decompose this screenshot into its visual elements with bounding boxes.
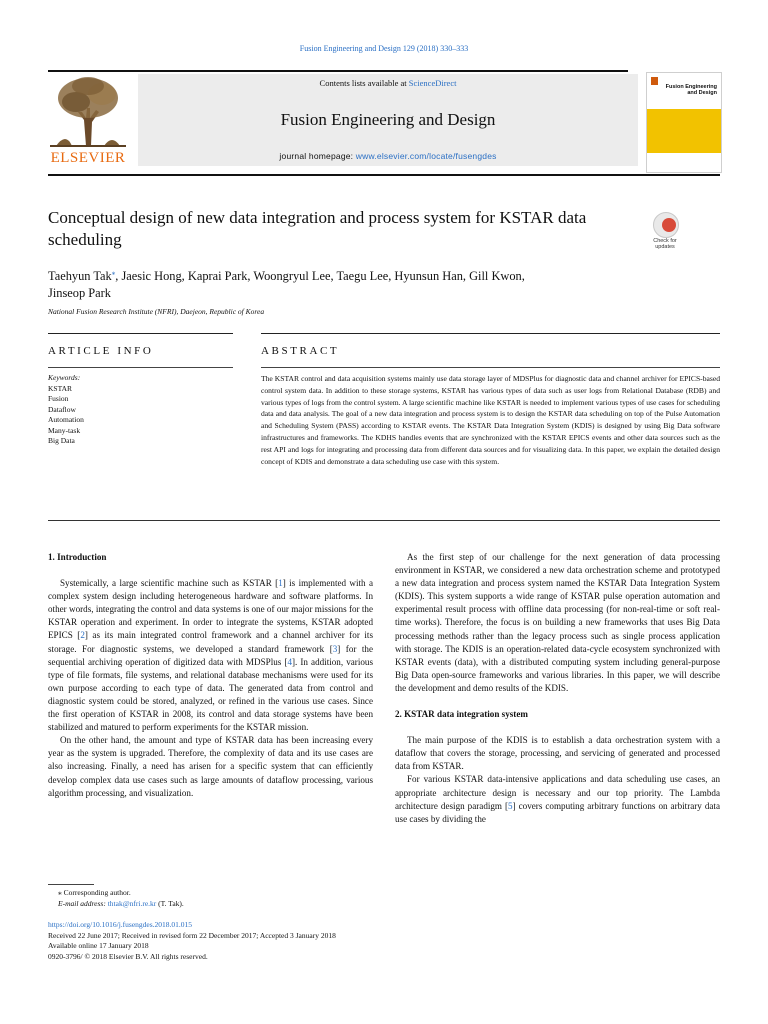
corresponding-author-mark[interactable]: ⁎ bbox=[111, 269, 116, 277]
article-info-heading: ARTICLE INFO bbox=[48, 345, 154, 357]
contents-prefix: Contents lists available at bbox=[319, 78, 409, 88]
footnote-corresponding-text: Corresponding author. bbox=[63, 888, 131, 897]
article-info-top-rule bbox=[48, 333, 233, 334]
section-2-paragraph-1: The main purpose of the KDIS is to establish a data orchestration system with a dataflow that covers the storage, processing, and servicing of generated and processed data from KSTAR. bbox=[395, 735, 720, 772]
section-2-p2-text: For various KSTAR data-intensive applications and data scheduling use cases, an appropriate architecture design is necessary and our top priority. The Lambda architecture design paradigm [ bbox=[395, 774, 720, 811]
corresponding-author-note bbox=[48, 888, 448, 899]
copyright-line: 0920-3796/ © 2018 Elsevier B.V. All rights reserved. bbox=[48, 951, 208, 961]
intro-paragraph-1 bbox=[48, 577, 373, 734]
received-dates: Received 22 June 2017; Received in revised form 22 December 2017; Accepted 3 January 2018 bbox=[48, 930, 336, 940]
author-email-link[interactable]: thtak@nfri.re.kr bbox=[107, 898, 157, 908]
journal-homepage bbox=[138, 151, 638, 161]
publication-info bbox=[48, 920, 548, 962]
journal-citation-link[interactable]: Fusion Engineering and Design 129 (2018) 330–333 bbox=[299, 44, 469, 53]
keyword-item: KSTAR bbox=[48, 383, 72, 393]
keywords-label: Keywords: bbox=[48, 373, 81, 382]
intro-p1-text: ] for the sequential archiving operation of digitized data with MDSPlus [ bbox=[48, 643, 373, 667]
doi-link[interactable]: https://doi.org/10.1016/j.fusengdes.2018.01.015 bbox=[48, 920, 193, 929]
keyword-item: Fusion bbox=[48, 394, 69, 403]
contents-availability bbox=[138, 78, 638, 88]
keyword-item: Big Data bbox=[48, 436, 75, 445]
journal-name: Fusion Engineering and Design bbox=[280, 110, 496, 129]
keywords-block bbox=[48, 373, 233, 447]
header-bottom-rule bbox=[48, 174, 720, 176]
journal-cover-thumbnail[interactable] bbox=[646, 72, 722, 173]
authors-rest-line1: , Jaesic Hong, Kaprai Park, Woongryul Lee, Taegu Lee, Hyunsun Han, Gill Kwon, bbox=[115, 269, 525, 284]
updates-bookmark-icon bbox=[662, 218, 676, 232]
cover-yellow-band bbox=[647, 109, 721, 153]
homepage-prefix: journal homepage: bbox=[279, 151, 356, 161]
keyword-item: Many-task bbox=[48, 425, 81, 435]
email-suffix: (T. Tak). bbox=[156, 898, 184, 908]
section-2-p2-text: ] covers computing arbitrary functions on arbitrary data use cases by dividing the bbox=[395, 800, 720, 824]
citation-ref-5[interactable]: 5 bbox=[508, 800, 513, 811]
email-label: E-mail address: bbox=[58, 898, 108, 908]
body-column-right bbox=[395, 551, 720, 826]
article-title: Conceptual design of new data integration and process system for KSTAR data scheduling bbox=[48, 208, 587, 249]
cover-elsevier-mark bbox=[651, 77, 658, 85]
section-2-heading: 2. KSTAR data integration system bbox=[395, 709, 528, 720]
article-info-under-rule bbox=[48, 367, 233, 368]
citation-ref-4[interactable]: 4 bbox=[287, 656, 292, 667]
abstract-top-rule bbox=[261, 333, 720, 334]
author-list bbox=[48, 265, 648, 302]
footnote-mark: ⁎ bbox=[58, 888, 62, 897]
available-online-date: Available online 17 January 2018 bbox=[48, 941, 149, 950]
cover-journal-title: Fusion Engineering and Design bbox=[665, 84, 717, 96]
elsevier-wordmark: ELSEVIER bbox=[50, 150, 126, 166]
cover-bottom-area bbox=[647, 153, 721, 172]
section-1-heading: 1. Introduction bbox=[48, 552, 107, 562]
check-for-updates-label: Check for updates bbox=[653, 238, 677, 250]
intro-paragraph-2: On the other hand, the amount and type of KSTAR data has been increasing every year as the system is upgraded. Therefore, the complexity of data and its use cases are also increasing. Finally, a need has arisen for a specific system that can efficiently develop complex data use cases such as large amounts of dataflow processing, various algorithm processing, and visualization. bbox=[48, 735, 373, 798]
homepage-url-link[interactable]: www.elsevier.com/locate/fusengdes bbox=[355, 151, 497, 161]
email-note bbox=[48, 899, 448, 910]
keyword-item: Dataflow bbox=[48, 404, 76, 414]
section-2-paragraph-2 bbox=[395, 773, 720, 825]
sciencedirect-link[interactable]: ScienceDirect bbox=[408, 78, 457, 88]
footnote-rule bbox=[48, 884, 94, 885]
intro-p1-text: ] as its main integrated control framework and a channel archiver for its storage. For diagnostic systems, we developed a standard framework [ bbox=[48, 630, 373, 654]
footnotes bbox=[48, 888, 448, 909]
header-top-rule bbox=[48, 70, 628, 72]
updates-circle-icon bbox=[653, 212, 679, 238]
citation-ref-2[interactable]: 2 bbox=[80, 630, 85, 641]
keyword-item: Automation bbox=[48, 415, 84, 424]
abstract-text: The KSTAR control and data acquisition systems mainly use data storage layer of MDSPlus for diagnostic data and channel archiver for EPICS-based control system data. In addition to these storage systems, KSTAR has various types of data such as user logs from Relational Database (RDB) and various types of logs from the control system. A large scientific machine like KSTAR is needed to implement various types of use cases for scheduling data and data analysis. The goal of a new data integration and process system is to design the KSTAR data scheduling on top of the Pulse Automation and Scheduling System (PASS) according to KSTAR events. The KSTAR Data Integration System (KDIS) is designed by using Big Data software infrastructures and frameworks. The KDHS handles events that are synchronized with the KSTAR EPICS events and other data sources such as the rest API and logs for integrating and processing data from different data sources and for visualizing data. In this paper, we explain the detailed design concept of KDIS and demonstrate a data scheduling use case with this system. bbox=[261, 374, 720, 466]
author-corresponding: Taehyun Tak bbox=[48, 269, 112, 284]
citation-ref-1[interactable]: 1 bbox=[278, 578, 283, 589]
intro-p1-text: ] is implemented with a complex system design including heterogeneous hardware and software platforms. In other words, integrating the control and data systems is one of our major missions for the KSTAR operation and experiment. In order to integrate the systems, KSTAR adopted EPICS [ bbox=[48, 578, 373, 641]
intro-paragraph-3: As the first step of our challenge for the next generation of data processing environment in KSTAR, we considered a new data orchestration scheme and prototyped a new data integration and process system named the KSTAR Data Integration System (KDIS). This system supports a wide range of KSTAR pulse operation automation and experimental result process with offline data processing (for non-real-time or soft real-time works). Therefore, the focus is on building a new frameworks that uses Big Data processing methods rather than the legacy process such as single process application with storage. The KDIS is an operation-related data-cycle ecosystem synchronized with KSTAR events (data), with a distributed computing system including general-purpose Big Data open-source frameworks and various libraries. In this paper, we will describe the development and demo results of the KDIS. bbox=[395, 552, 720, 693]
authors-line2: Jinseop Park bbox=[48, 286, 111, 301]
citation-ref-3[interactable]: 3 bbox=[332, 643, 338, 654]
intro-p1-text: ]. In addition, various type of file formats, file systems, and relational database mechanisms were used for its own purpose according to each type of data. The generated data from control and diagnostic system could be stored, analyzed, or refined in the various use cases. Since the first operation of KSTAR in 2008, its control and data storage systems have been stabilized and matured to perform experiments for the KSTAR mission. bbox=[48, 656, 373, 733]
abstract-heading: ABSTRACT bbox=[261, 345, 340, 357]
abstract-bottom-rule bbox=[48, 520, 720, 521]
affiliation: National Fusion Research Institute (NFRI), Daejeon, Republic of Korea bbox=[48, 307, 265, 316]
abstract-under-rule bbox=[261, 367, 720, 368]
check-for-updates-badge[interactable] bbox=[650, 212, 680, 252]
intro-p1-text: Systemically, a large scientific machine such as KSTAR [ bbox=[60, 578, 279, 589]
body-column-left bbox=[48, 551, 373, 800]
cover-top-area bbox=[647, 73, 721, 109]
